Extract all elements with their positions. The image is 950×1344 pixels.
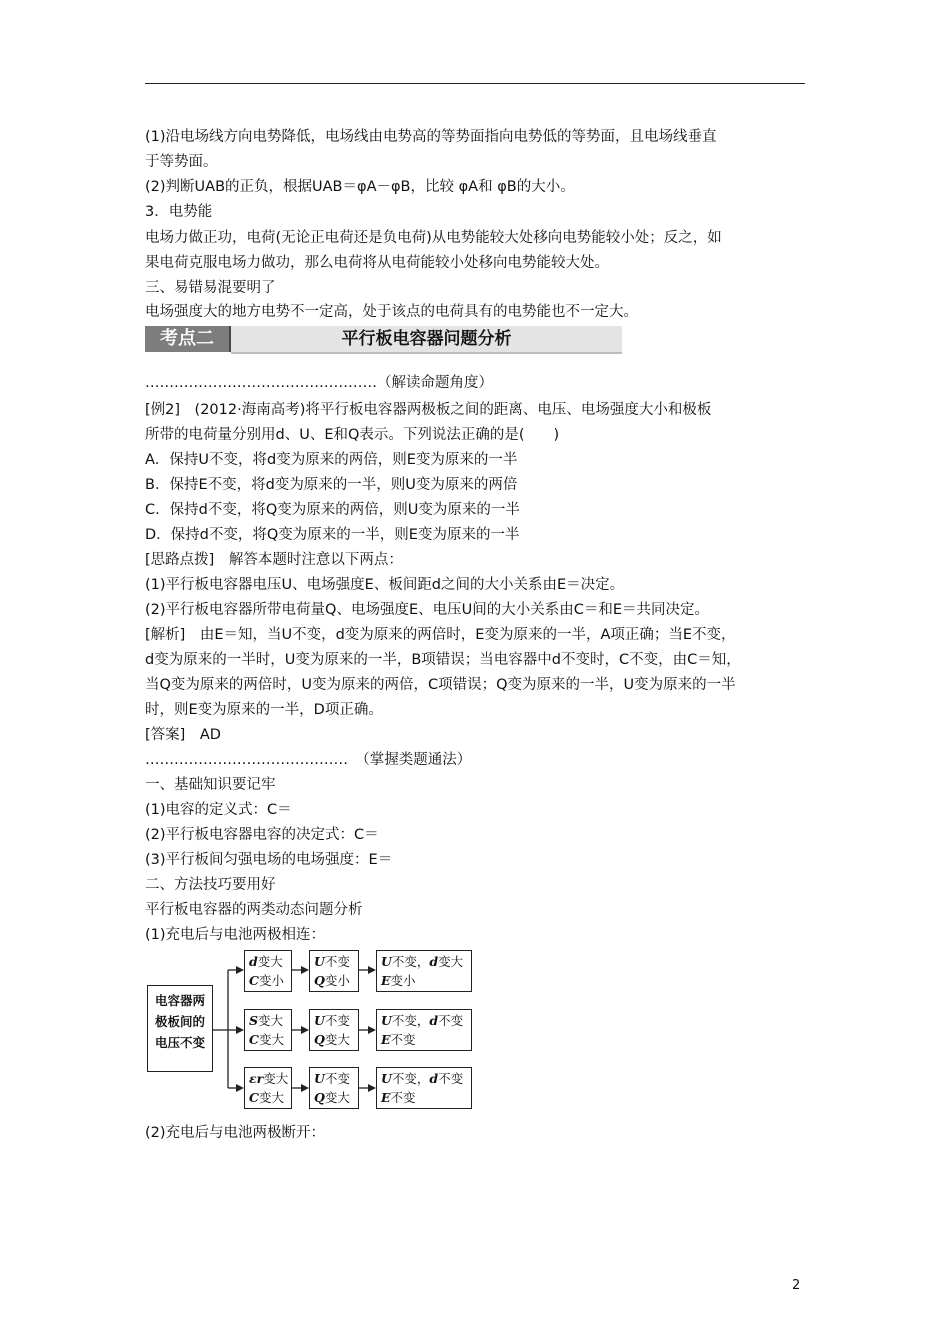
var-label: E bbox=[381, 1032, 391, 1047]
diagram-box-row2-col1 bbox=[244, 1009, 292, 1051]
text-line: (1)平行板电容器电压U、电场强度E、板间距d之间的大小关系由E＝决定。 bbox=[145, 577, 625, 593]
change-label: 变大 bbox=[324, 1032, 350, 1047]
text-line: [例2] (2012·海南高考)将平行板电容器两极板之间的距离、电压、电场强度大小和极板 bbox=[145, 402, 712, 418]
change-label: 不变， bbox=[391, 954, 430, 969]
var-label: U bbox=[314, 1013, 325, 1028]
change-label: 变大 bbox=[438, 954, 464, 969]
dotted-heading: …………………………………… （掌握类题通法） bbox=[145, 752, 472, 768]
change-label: 变大 bbox=[258, 1090, 284, 1105]
page-number: 2 bbox=[792, 1278, 801, 1293]
text-line: 所带的电荷量分别用d、U、E和Q表示。下列说法正确的是( ) bbox=[145, 427, 560, 443]
text-line: 果电荷克服电场力做功，那么电荷将从电荷能较小处移向电势能较大处。 bbox=[145, 255, 609, 271]
var-label: U bbox=[314, 1071, 325, 1086]
var-label: S bbox=[249, 1013, 259, 1028]
change-label: 变大 bbox=[258, 1032, 284, 1047]
change-label: 不变， bbox=[391, 1071, 430, 1086]
diagram-box-row2-col2 bbox=[309, 1009, 359, 1051]
change-label: 变小 bbox=[390, 973, 416, 988]
var-label: d bbox=[429, 954, 439, 969]
dotted-heading: …………………………………………（解读命题角度） bbox=[145, 375, 493, 391]
var-label: d bbox=[249, 954, 258, 969]
change-label: 变大 bbox=[324, 1090, 350, 1105]
text-line: d变为原来的一半时，U变为原来的一半，B项错误；当电容器中d不变时，C不变，由C＝知， bbox=[145, 652, 741, 668]
banner-title: 平行板电容器问题分析 bbox=[341, 329, 512, 349]
diagram-box-row3-col3 bbox=[376, 1067, 472, 1109]
text-line: (2)平行板电容器所带电荷量Q、电场强度E、电压U间的大小关系由C＝和E＝共同决定。 bbox=[145, 602, 710, 618]
var-label: Q bbox=[314, 1090, 325, 1105]
var-label: d bbox=[429, 1013, 439, 1028]
change-label: 不变 bbox=[324, 954, 350, 969]
option-a: A．保持U不变，将d变为原来的两倍，则E变为原来的一半 bbox=[145, 452, 518, 468]
option-c: C．保持d不变，将Q变为原来的两倍，则U变为原来的一半 bbox=[145, 502, 520, 518]
var-label: E bbox=[381, 1090, 391, 1105]
section-heading: 三、易错易混要明了 bbox=[145, 280, 276, 296]
diagram-box-row2-col3 bbox=[376, 1009, 472, 1051]
text-line: 电场强度大的地方电势不一定高，处于该点的电荷具有的电势能也不一定大。 bbox=[145, 304, 638, 320]
text-line: (1)沿电场线方向电势降低，电场线由电势高的等势面指向电势低的等势面，且电场线垂直 bbox=[145, 129, 717, 145]
var-label: C bbox=[249, 1032, 259, 1047]
text-line: (1)充电后与电池两极相连： bbox=[145, 927, 326, 943]
text-line: (2)充电后与电池两极断开： bbox=[145, 1125, 326, 1141]
text-line: (2)平行板电容器电容的决定式：C＝ bbox=[145, 827, 379, 843]
change-label: 不变 bbox=[390, 1032, 416, 1047]
answer-line: [答案] AD bbox=[145, 727, 221, 743]
var-label: Q bbox=[314, 1032, 325, 1047]
var-label: U bbox=[314, 954, 325, 969]
text-line: [思路点拨] 解答本题时注意以下两点： bbox=[145, 552, 403, 568]
text-line: 当Q变为原来的两倍时，U变为原来的两倍，C项错误；Q变为原来的一半，U变为原来的一半 bbox=[145, 677, 736, 693]
var-label: U bbox=[381, 954, 392, 969]
var-label: Q bbox=[314, 973, 325, 988]
diagram-box-row1-col3 bbox=[376, 950, 472, 992]
text-line: (3)平行板间匀强电场的电场强度：E＝ bbox=[145, 852, 393, 868]
text-line: 时，则E变为原来的一半，D项正确。 bbox=[145, 702, 383, 718]
text-line: 于等势面。 bbox=[145, 154, 218, 170]
text-line: (1)电容的定义式：C＝ bbox=[145, 802, 292, 818]
var-label: E bbox=[381, 973, 391, 988]
change-label: 变大 bbox=[258, 1013, 284, 1028]
text-line: [解析] 由E＝知，当U不变，d变为原来的两倍时，E变为原来的一半，A项正确；当E不变， bbox=[145, 627, 736, 643]
option-d: D．保持d不变，将Q变为原来的一半，则E变为原来的一半 bbox=[145, 527, 520, 543]
text-line: 电场力做正功，电荷(无论正电荷还是负电荷)从电势能较大处移向电势能较小处；反之，如 bbox=[145, 230, 722, 246]
section-heading: 一、基础知识要记牢 bbox=[145, 777, 276, 793]
change-label: 不变 bbox=[438, 1013, 464, 1028]
text-line: (2)判断UAB的正负，根据UAB＝φA－φB，比较 φA和 φB的大小。 bbox=[145, 179, 575, 195]
diagram-source-box: 电容器两极板间的电压不变 bbox=[147, 985, 213, 1072]
section-heading: 3．电势能 bbox=[145, 204, 213, 220]
var-label: C bbox=[249, 1090, 259, 1105]
text-line: 平行板电容器的两类动态问题分析 bbox=[145, 902, 363, 918]
change-label: 不变， bbox=[391, 1013, 430, 1028]
change-label: 不变 bbox=[438, 1071, 464, 1086]
diagram-box-row1-col2 bbox=[309, 950, 359, 992]
change-label: 变大 bbox=[263, 1071, 289, 1086]
change-label: 变小 bbox=[324, 973, 350, 988]
change-label: 不变 bbox=[390, 1090, 416, 1105]
var-label: C bbox=[249, 973, 259, 988]
section-heading: 二、方法技巧要用好 bbox=[145, 877, 276, 893]
var-label: U bbox=[381, 1071, 392, 1086]
var-label: d bbox=[429, 1071, 439, 1086]
option-b: B．保持E不变，将d变为原来的一半，则U变为原来的两倍 bbox=[145, 477, 518, 493]
var-label: εr bbox=[249, 1071, 264, 1086]
change-label: 不变 bbox=[324, 1071, 350, 1086]
var-label: U bbox=[381, 1013, 392, 1028]
diagram-box-row3-col2 bbox=[309, 1067, 359, 1109]
banner-tag: 考点二 bbox=[145, 326, 232, 352]
change-label: 变大 bbox=[257, 954, 283, 969]
change-label: 变小 bbox=[258, 973, 284, 988]
diagram-box-row3-col1 bbox=[244, 1067, 292, 1109]
change-label: 不变 bbox=[324, 1013, 350, 1028]
diagram-box-row1-col1 bbox=[244, 950, 292, 992]
